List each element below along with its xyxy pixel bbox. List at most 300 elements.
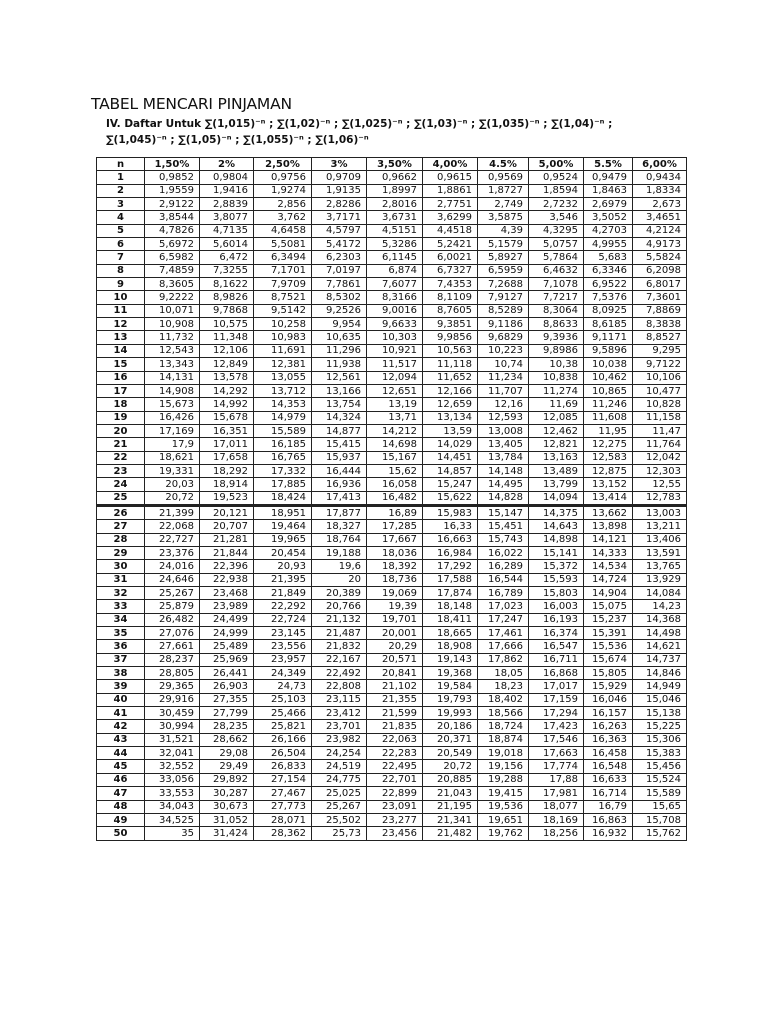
value-cell: 16,547	[529, 640, 584, 653]
value-cell: 10,106	[633, 371, 687, 384]
value-cell: 24,349	[254, 667, 312, 680]
value-cell: 8,3605	[145, 278, 200, 291]
value-cell: 4,7135	[200, 224, 254, 237]
table-row	[97, 198, 687, 211]
value-cell: 4,5151	[367, 224, 423, 237]
value-cell: 10,635	[312, 331, 367, 344]
value-cell: 14,094	[529, 491, 584, 505]
value-cell: 21,102	[367, 680, 423, 693]
value-cell: 14,949	[633, 680, 687, 693]
value-cell: 22,727	[145, 533, 200, 546]
value-cell: 20,001	[367, 627, 423, 640]
value-cell: 12,55	[633, 478, 687, 491]
value-cell: 15,743	[478, 533, 529, 546]
value-cell: 28,662	[200, 733, 254, 746]
value-cell: 8,0925	[584, 304, 633, 317]
value-cell: 16,289	[478, 560, 529, 573]
value-cell: 15,524	[633, 773, 687, 786]
value-cell: 8,1109	[423, 291, 478, 304]
value-cell: 9,7868	[200, 304, 254, 317]
value-cell: 11,732	[145, 331, 200, 344]
value-cell: 16,363	[584, 733, 633, 746]
value-cell: 13,799	[529, 478, 584, 491]
value-cell: 17,294	[529, 707, 584, 720]
table-row	[97, 264, 687, 277]
value-cell: 6,3494	[254, 251, 312, 264]
value-cell: 26,482	[145, 613, 200, 626]
period-cell: 22	[97, 451, 145, 464]
value-cell: 32,041	[145, 747, 200, 760]
value-cell: 25,73	[312, 827, 367, 840]
period-cell: 43	[97, 733, 145, 746]
value-cell: 17,332	[254, 464, 312, 477]
value-cell: 2,673	[633, 198, 687, 211]
value-cell: 11,296	[312, 344, 367, 357]
value-cell: 12,783	[633, 491, 687, 505]
period-cell: 44	[97, 747, 145, 760]
value-cell: 19,701	[367, 613, 423, 626]
period-cell: 27	[97, 520, 145, 533]
value-cell: 8,3838	[633, 318, 687, 331]
value-cell: 22,292	[254, 600, 312, 613]
value-cell: 14,904	[584, 587, 633, 600]
table-row	[97, 533, 687, 546]
value-cell: 15,674	[584, 653, 633, 666]
value-cell: 14,698	[367, 438, 423, 451]
value-cell: 4,6458	[254, 224, 312, 237]
value-cell: 20,389	[312, 587, 367, 600]
value-cell: 10,575	[200, 318, 254, 331]
value-cell: 16,444	[312, 464, 367, 477]
value-cell: 15,589	[254, 424, 312, 437]
value-cell: 10,908	[145, 318, 200, 331]
value-cell: 24,775	[312, 773, 367, 786]
value-cell: 13,166	[312, 384, 367, 397]
value-cell: 14,375	[529, 505, 584, 519]
value-cell: 5,2421	[423, 238, 478, 251]
value-cell: 2,749	[478, 198, 529, 211]
value-cell: 16,863	[584, 813, 633, 826]
value-cell: 14,898	[529, 533, 584, 546]
value-cell: 19,156	[478, 760, 529, 773]
value-cell: 27,661	[145, 640, 200, 653]
table-row	[97, 171, 687, 184]
value-cell: 15,456	[633, 760, 687, 773]
value-cell: 19,965	[254, 533, 312, 546]
value-cell: 14,621	[633, 640, 687, 653]
value-cell: 11,348	[200, 331, 254, 344]
value-cell: 13,898	[584, 520, 633, 533]
value-cell: 15,678	[200, 411, 254, 424]
value-cell: 6,2303	[312, 251, 367, 264]
value-cell: 15,046	[633, 693, 687, 706]
value-cell: 6,5959	[478, 264, 529, 277]
value-cell: 13,71	[367, 411, 423, 424]
value-cell: 11,274	[529, 384, 584, 397]
period-cell: 30	[97, 560, 145, 573]
value-cell: 11,691	[254, 344, 312, 357]
value-cell: 16,633	[584, 773, 633, 786]
value-cell: 14,992	[200, 398, 254, 411]
value-cell: 13,003	[633, 505, 687, 519]
value-cell: 1,8997	[367, 184, 423, 197]
value-cell: 17,981	[529, 787, 584, 800]
value-cell: 17,292	[423, 560, 478, 573]
period-cell: 17	[97, 384, 145, 397]
value-cell: 10,258	[254, 318, 312, 331]
value-cell: 16,89	[367, 505, 423, 519]
value-cell: 19,188	[312, 546, 367, 559]
value-cell: 24,016	[145, 560, 200, 573]
table-row	[97, 238, 687, 251]
value-cell: 0,9569	[478, 171, 529, 184]
value-cell: 15,372	[529, 560, 584, 573]
value-cell: 17,666	[478, 640, 529, 653]
value-cell: 3,8544	[145, 211, 200, 224]
value-cell: 25,821	[254, 720, 312, 733]
period-cell: 13	[97, 331, 145, 344]
value-cell: 4,39	[478, 224, 529, 237]
value-cell: 21,832	[312, 640, 367, 653]
value-cell: 12,561	[312, 371, 367, 384]
value-cell: 8,8633	[529, 318, 584, 331]
period-cell: 36	[97, 640, 145, 653]
value-cell: 22,701	[367, 773, 423, 786]
column-header: n	[97, 158, 145, 171]
value-cell: 1,9135	[312, 184, 367, 197]
value-cell: 19,288	[478, 773, 529, 786]
value-cell: 6,1145	[367, 251, 423, 264]
table-row	[97, 720, 687, 733]
value-cell: 26,903	[200, 680, 254, 693]
value-cell: 12,166	[423, 384, 478, 397]
table-row	[97, 384, 687, 397]
value-cell: 13,784	[478, 451, 529, 464]
value-cell: 15,622	[423, 491, 478, 505]
value-cell: 12,543	[145, 344, 200, 357]
value-cell: 22,068	[145, 520, 200, 533]
value-cell: 23,468	[200, 587, 254, 600]
value-cell: 14,131	[145, 371, 200, 384]
value-cell: 13,662	[584, 505, 633, 519]
value-cell: 13,591	[633, 546, 687, 559]
period-cell: 16	[97, 371, 145, 384]
value-cell: 7,4353	[423, 278, 478, 291]
value-cell: 24,646	[145, 573, 200, 586]
value-cell: 9,954	[312, 318, 367, 331]
value-cell: 15,803	[529, 587, 584, 600]
column-header: 4,00%	[423, 158, 478, 171]
value-cell: 17,862	[478, 653, 529, 666]
value-cell: 12,381	[254, 358, 312, 371]
value-cell: 18,724	[478, 720, 529, 733]
table-row	[97, 827, 687, 840]
table-row	[97, 653, 687, 666]
value-cell: 11,47	[633, 424, 687, 437]
value-cell: 22,063	[367, 733, 423, 746]
value-cell: 5,4172	[312, 238, 367, 251]
value-cell: 9,3936	[529, 331, 584, 344]
value-cell: 14,828	[478, 491, 529, 505]
value-cell: 18,036	[367, 546, 423, 559]
value-cell: 15,589	[633, 787, 687, 800]
table-row	[97, 787, 687, 800]
value-cell: 11,764	[633, 438, 687, 451]
period-cell: 28	[97, 533, 145, 546]
value-cell: 5,6014	[200, 238, 254, 251]
value-cell: 0,9852	[145, 171, 200, 184]
value-cell: 18,736	[367, 573, 423, 586]
period-cell: 14	[97, 344, 145, 357]
value-cell: 23,412	[312, 707, 367, 720]
value-cell: 12,085	[529, 411, 584, 424]
value-cell: 14,451	[423, 451, 478, 464]
value-cell: 19,143	[423, 653, 478, 666]
value-cell: 15,167	[367, 451, 423, 464]
value-cell: 9,1171	[584, 331, 633, 344]
value-cell: 9,8986	[529, 344, 584, 357]
table-row	[97, 358, 687, 371]
value-cell: 18,764	[312, 533, 367, 546]
value-cell: 26,833	[254, 760, 312, 773]
value-cell: 16,984	[423, 546, 478, 559]
value-cell: 25,879	[145, 600, 200, 613]
value-cell: 16,374	[529, 627, 584, 640]
table-row	[97, 304, 687, 317]
value-cell: 3,8077	[200, 211, 254, 224]
value-cell: 20,885	[423, 773, 478, 786]
value-cell: 15,62	[367, 464, 423, 477]
period-cell: 20	[97, 424, 145, 437]
value-cell: 15,247	[423, 478, 478, 491]
period-cell: 35	[97, 627, 145, 640]
value-cell: 15,138	[633, 707, 687, 720]
value-cell: 14,534	[584, 560, 633, 573]
value-cell: 29,49	[200, 760, 254, 773]
value-cell: 2,8016	[367, 198, 423, 211]
value-cell: 25,502	[312, 813, 367, 826]
value-cell: 3,5875	[478, 211, 529, 224]
value-cell: 22,724	[254, 613, 312, 626]
value-cell: 13,055	[254, 371, 312, 384]
value-cell: 16,263	[584, 720, 633, 733]
period-cell: 21	[97, 438, 145, 451]
table-row	[97, 747, 687, 760]
value-cell: 20,371	[423, 733, 478, 746]
value-cell: 0,9756	[254, 171, 312, 184]
value-cell: 1,9559	[145, 184, 200, 197]
table-row	[97, 573, 687, 586]
value-cell: 28,805	[145, 667, 200, 680]
value-cell: 17,159	[529, 693, 584, 706]
value-cell: 22,938	[200, 573, 254, 586]
value-cell: 7,9127	[478, 291, 529, 304]
value-cell: 21,487	[312, 627, 367, 640]
value-cell: 14,724	[584, 573, 633, 586]
value-cell: 7,3255	[200, 264, 254, 277]
value-cell: 19,651	[478, 813, 529, 826]
value-cell: 18,566	[478, 707, 529, 720]
value-cell: 30,673	[200, 800, 254, 813]
period-cell: 7	[97, 251, 145, 264]
period-cell: 6	[97, 238, 145, 251]
value-cell: 15,451	[478, 520, 529, 533]
value-cell: 4,3295	[529, 224, 584, 237]
value-cell: 33,553	[145, 787, 200, 800]
value-cell: 7,1701	[254, 264, 312, 277]
subtitle-line-2: ∑(1,045)⁻ⁿ ; ∑(1,05)⁻ⁿ ; ∑(1,055)⁻ⁿ ; ∑(1,06)⁻ⁿ	[106, 134, 369, 146]
table-row	[97, 318, 687, 331]
value-cell: 6,0021	[423, 251, 478, 264]
value-cell: 20,454	[254, 546, 312, 559]
value-cell: 4,7826	[145, 224, 200, 237]
value-cell: 15,383	[633, 747, 687, 760]
value-cell: 21,399	[145, 505, 200, 519]
value-cell: 31,424	[200, 827, 254, 840]
value-cell: 9,5142	[254, 304, 312, 317]
value-cell: 13,489	[529, 464, 584, 477]
value-cell: 12,275	[584, 438, 633, 451]
value-cell: 12,583	[584, 451, 633, 464]
value-cell: 28,235	[200, 720, 254, 733]
value-cell: 5,5081	[254, 238, 312, 251]
table-row	[97, 184, 687, 197]
value-cell: 10,462	[584, 371, 633, 384]
value-cell: 16,79	[584, 800, 633, 813]
value-cell: 27,076	[145, 627, 200, 640]
value-cell: 29,365	[145, 680, 200, 693]
value-cell: 10,828	[633, 398, 687, 411]
value-cell: 8,8527	[633, 331, 687, 344]
value-cell: 14,737	[633, 653, 687, 666]
value-cell: 20,186	[423, 720, 478, 733]
value-cell: 21,043	[423, 787, 478, 800]
period-cell: 48	[97, 800, 145, 813]
value-cell: 18,874	[478, 733, 529, 746]
table-row	[97, 331, 687, 344]
value-cell: 1,9416	[200, 184, 254, 197]
value-cell: 7,6077	[367, 278, 423, 291]
value-cell: 14,029	[423, 438, 478, 451]
value-cell: 6,2098	[633, 264, 687, 277]
value-cell: 10,38	[529, 358, 584, 371]
value-cell: 8,5289	[478, 304, 529, 317]
column-header: 5,00%	[529, 158, 584, 171]
value-cell: 35	[145, 827, 200, 840]
table-row	[97, 344, 687, 357]
value-cell: 14,212	[367, 424, 423, 437]
table-row	[97, 371, 687, 384]
value-cell: 16,426	[145, 411, 200, 424]
value-cell: 3,5052	[584, 211, 633, 224]
value-cell: 13,59	[423, 424, 478, 437]
value-cell: 19,018	[478, 747, 529, 760]
value-cell: 3,6299	[423, 211, 478, 224]
value-cell: 28,071	[254, 813, 312, 826]
period-cell: 12	[97, 318, 145, 331]
value-cell: 9,2526	[312, 304, 367, 317]
value-cell: 9,6829	[478, 331, 529, 344]
value-cell: 15,237	[584, 613, 633, 626]
value-cell: 9,0016	[367, 304, 423, 317]
value-cell: 18,148	[423, 600, 478, 613]
table-row	[97, 224, 687, 237]
table-row	[97, 464, 687, 477]
value-cell: 18,424	[254, 491, 312, 505]
value-cell: 18,621	[145, 451, 200, 464]
table-row	[97, 640, 687, 653]
value-cell: 10,563	[423, 344, 478, 357]
value-cell: 23,701	[312, 720, 367, 733]
period-cell: 1	[97, 171, 145, 184]
value-cell: 0,9709	[312, 171, 367, 184]
value-cell: 21,849	[254, 587, 312, 600]
value-cell: 25,025	[312, 787, 367, 800]
value-cell: 16,711	[529, 653, 584, 666]
value-cell: 12,303	[633, 464, 687, 477]
value-cell: 13,414	[584, 491, 633, 505]
value-cell: 17,247	[478, 613, 529, 626]
period-cell: 4	[97, 211, 145, 224]
value-cell: 18,908	[423, 640, 478, 653]
value-cell: 15,929	[584, 680, 633, 693]
value-cell: 9,3851	[423, 318, 478, 331]
value-cell: 1,8463	[584, 184, 633, 197]
value-cell: 5,1579	[478, 238, 529, 251]
value-cell: 19,6	[312, 560, 367, 573]
value-cell: 15,141	[529, 546, 584, 559]
table-row	[97, 813, 687, 826]
value-cell: 16,003	[529, 600, 584, 613]
value-cell: 22,492	[312, 667, 367, 680]
value-cell: 29,892	[200, 773, 254, 786]
value-cell: 17,423	[529, 720, 584, 733]
period-cell: 40	[97, 693, 145, 706]
value-cell: 19,415	[478, 787, 529, 800]
value-cell: 8,9826	[200, 291, 254, 304]
table-row	[97, 478, 687, 491]
value-cell: 20,03	[145, 478, 200, 491]
value-cell: 19,464	[254, 520, 312, 533]
value-cell: 15,708	[633, 813, 687, 826]
value-cell: 23,277	[367, 813, 423, 826]
period-cell: 47	[97, 787, 145, 800]
value-cell: 16,932	[584, 827, 633, 840]
period-cell: 25	[97, 491, 145, 505]
value-cell: 1,8861	[423, 184, 478, 197]
value-cell: 5,8927	[478, 251, 529, 264]
period-cell: 42	[97, 720, 145, 733]
value-cell: 0,9479	[584, 171, 633, 184]
value-cell: 25,969	[200, 653, 254, 666]
value-cell: 21,844	[200, 546, 254, 559]
value-cell: 14,324	[312, 411, 367, 424]
value-cell: 26,166	[254, 733, 312, 746]
value-cell: 18,05	[478, 667, 529, 680]
column-header: 3,50%	[367, 158, 423, 171]
value-cell: 11,234	[478, 371, 529, 384]
value-cell: 18,077	[529, 800, 584, 813]
value-cell: 2,8839	[200, 198, 254, 211]
value-cell: 16,185	[254, 438, 312, 451]
value-cell: 18,169	[529, 813, 584, 826]
page-title: TABEL MENCARI PINJAMAN	[91, 95, 292, 113]
value-cell: 3,4651	[633, 211, 687, 224]
value-cell: 15,536	[584, 640, 633, 653]
value-cell: 30,459	[145, 707, 200, 720]
value-cell: 7,4859	[145, 264, 200, 277]
value-cell: 16,714	[584, 787, 633, 800]
